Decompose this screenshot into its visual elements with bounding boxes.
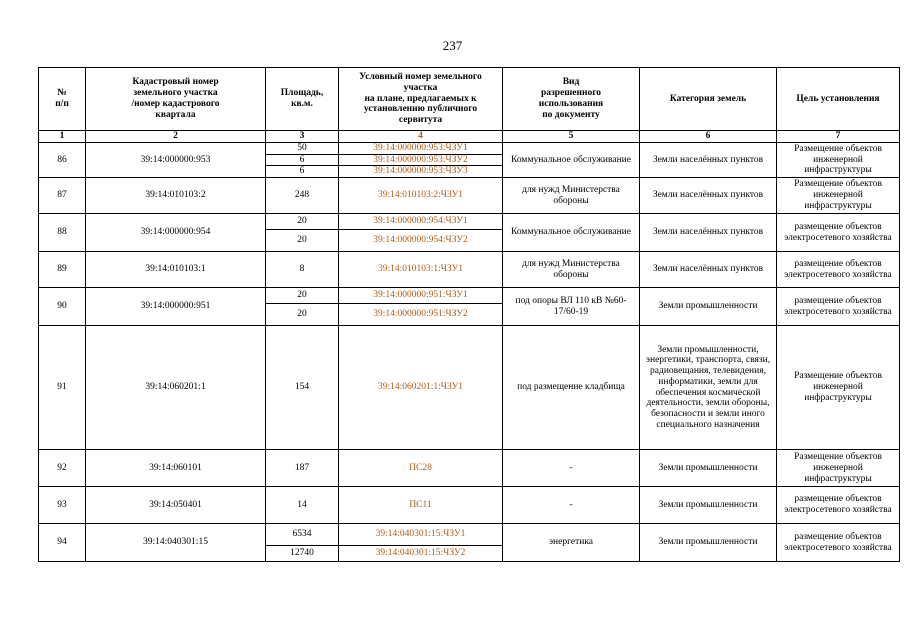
header-area: Площадь, кв.м. (266, 68, 339, 131)
land-category: Земли промышленности (640, 288, 777, 326)
column-number-row (39, 131, 900, 143)
permitted-use: - (503, 487, 640, 524)
cadastral-number: 39:14:050401 (86, 487, 266, 524)
area-cell: 20 (266, 214, 339, 230)
header-num: № п/п (39, 68, 86, 131)
cadastral-number: 39:14:040301:15 (86, 524, 266, 562)
land-category: Земли населённых пунктов (640, 142, 777, 177)
column-number: 3 (266, 131, 339, 143)
conditional-number: 39:14:000000:953:ЧЗУ3 (339, 166, 503, 178)
permitted-use: под размещение кладбища (503, 326, 640, 450)
area-cell: 12740 (266, 546, 339, 562)
cadastral-number: 39:14:000000:954 (86, 214, 266, 252)
permitted-use: - (503, 450, 640, 487)
table-body (39, 142, 900, 561)
page-number: 237 (442, 38, 463, 53)
cadastral-number: 39:14:010103:2 (86, 178, 266, 214)
table-row (39, 450, 900, 487)
land-category: Земли промышленности (640, 524, 777, 562)
table-row (39, 288, 900, 304)
conditional-number: 39:14:000000:951:ЧЗУ2 (339, 304, 503, 326)
area-cell: 20 (266, 304, 339, 326)
purpose: размещение объектов электросетевого хозяйства (777, 252, 900, 288)
area-cell: 8 (266, 252, 339, 288)
conditional-number: 39:14:000000:954:ЧЗУ2 (339, 230, 503, 252)
header-permitted-use: Вид разрешенного использования по документу (503, 68, 640, 131)
cadastral-number: 39:14:010103:1 (86, 252, 266, 288)
land-category: Земли промышленности, энергетики, транспорта, связи, радиовещания, телевидения, информатики, земли для обеспечения космической деятельности, земли обороны, безопасности и земли иного специального назначения (640, 326, 777, 450)
row-number: 94 (39, 524, 86, 562)
column-number: 1 (39, 131, 86, 143)
cadastral-number: 39:14:000000:953 (86, 142, 266, 177)
conditional-number: 39:14:010103:2:ЧЗУ1 (339, 178, 503, 214)
row-number: 88 (39, 214, 86, 252)
cadastral-number: 39:14:000000:951 (86, 288, 266, 326)
row-number: 90 (39, 288, 86, 326)
area-cell: 154 (266, 326, 339, 450)
area-cell: 6 (266, 154, 339, 166)
permitted-use: Коммунальное обслуживание (503, 214, 640, 252)
area-cell: 20 (266, 288, 339, 304)
area-cell: 187 (266, 450, 339, 487)
purpose: Размещение объектов инженерной инфраструктуры (777, 326, 900, 450)
table-row (39, 487, 900, 524)
conditional-number: 39:14:000000:953:ЧЗУ1 (339, 142, 503, 154)
purpose: размещение объектов электросетевого хозяйства (777, 524, 900, 562)
header-row (39, 68, 900, 131)
purpose: размещение объектов электросетевого хозяйства (777, 214, 900, 252)
cadastral-number: 39:14:060101 (86, 450, 266, 487)
table-row (39, 326, 900, 450)
purpose: Размещение объектов инженерной инфраструктуры (777, 142, 900, 177)
table-row (39, 252, 900, 288)
conditional-number: 39:14:060201:1:ЧЗУ1 (339, 326, 503, 450)
permitted-use: под опоры ВЛ 110 кВ №60-17/60-19 (503, 288, 640, 326)
row-number: 86 (39, 142, 86, 177)
table-row (39, 214, 900, 230)
land-category: Земли населённых пунктов (640, 214, 777, 252)
conditional-number: 39:14:040301:15:ЧЗУ1 (339, 524, 503, 546)
column-number: 4 (339, 131, 503, 143)
row-number: 87 (39, 178, 86, 214)
purpose: размещение объектов электросетевого хозяйства (777, 487, 900, 524)
purpose: размещение объектов электросетевого хозяйства (777, 288, 900, 326)
header-land-category: Категория земель (640, 68, 777, 131)
servitude-table (38, 67, 900, 562)
area-cell: 6 (266, 166, 339, 178)
purpose: Размещение объектов инженерной инфраструктуры (777, 450, 900, 487)
permitted-use: для нужд Министерства обороны (503, 252, 640, 288)
land-category: Земли промышленности (640, 487, 777, 524)
header-purpose: Цель установления (777, 68, 900, 131)
conditional-number: 39:14:000000:954:ЧЗУ1 (339, 214, 503, 230)
purpose: Размещение объектов инженерной инфраструктуры (777, 178, 900, 214)
conditional-number: 39:14:040301:15:ЧЗУ2 (339, 546, 503, 562)
header-conditional-number: Условный номер земельного участка на плане, предлагаемых к установлению публичного сервитута (339, 68, 503, 131)
column-number: 6 (640, 131, 777, 143)
permitted-use: энергетика (503, 524, 640, 562)
column-number: 5 (503, 131, 640, 143)
permitted-use: Коммунальное обслуживание (503, 142, 640, 177)
area-cell: 6534 (266, 524, 339, 546)
conditional-number: 39:14:000000:953:ЧЗУ2 (339, 154, 503, 166)
table-row (39, 524, 900, 546)
land-category: Земли населённых пунктов (640, 178, 777, 214)
conditional-number: ПС28 (339, 450, 503, 487)
cadastral-number: 39:14:060201:1 (86, 326, 266, 450)
permitted-use: для нужд Министерства обороны (503, 178, 640, 214)
conditional-number: 39:14:010103:1:ЧЗУ1 (339, 252, 503, 288)
column-number: 2 (86, 131, 266, 143)
row-number: 91 (39, 326, 86, 450)
land-category: Земли населённых пунктов (640, 252, 777, 288)
column-number: 7 (777, 131, 900, 143)
row-number: 93 (39, 487, 86, 524)
conditional-number: ПС11 (339, 487, 503, 524)
area-cell: 20 (266, 230, 339, 252)
area-cell: 14 (266, 487, 339, 524)
row-number: 89 (39, 252, 86, 288)
table-row (39, 178, 900, 214)
row-number: 92 (39, 450, 86, 487)
area-cell: 248 (266, 178, 339, 214)
conditional-number: 39:14:000000:951:ЧЗУ1 (339, 288, 503, 304)
table-row (39, 142, 900, 154)
area-cell: 50 (266, 142, 339, 154)
land-category: Земли промышленности (640, 450, 777, 487)
header-cadastral: Кадастровый номер земельного участка /номер кадастрового квартала (86, 68, 266, 131)
